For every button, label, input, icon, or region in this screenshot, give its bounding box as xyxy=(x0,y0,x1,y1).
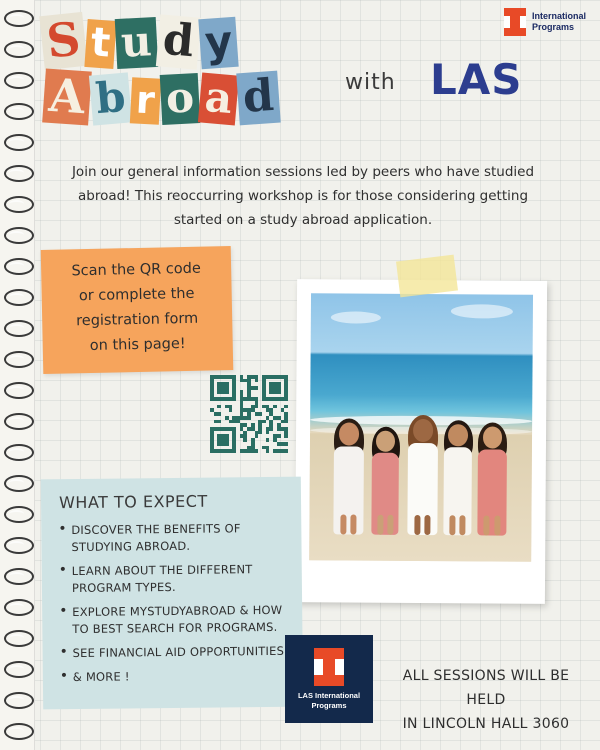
what-to-expect-heading: WHAT TO EXPECT xyxy=(58,491,208,513)
binding-ring xyxy=(4,351,34,368)
photo-person xyxy=(477,422,507,533)
title-letter: d xyxy=(236,71,280,126)
title-word-study xyxy=(42,11,362,69)
binding-ring xyxy=(4,599,34,616)
binding-ring xyxy=(4,475,34,492)
binding-ring xyxy=(4,103,34,120)
title-letter: b xyxy=(89,72,133,125)
photo-frame xyxy=(295,279,547,604)
binding-ring xyxy=(4,134,34,151)
binding-ring xyxy=(4,568,34,585)
bottom-logo-text xyxy=(298,691,360,711)
binding-ring xyxy=(4,692,34,709)
list-item: • EXPLORE MYSTUDYABROAD & HOW TO BEST SEARCH FOR PROGRAMS. xyxy=(72,602,288,638)
title-letter: d xyxy=(156,14,201,69)
photo-person xyxy=(407,415,438,533)
binding-ring xyxy=(4,41,34,58)
photo-person xyxy=(333,418,364,532)
binding-ring xyxy=(4,258,34,275)
binding-ring xyxy=(4,444,34,461)
qr-code-icon[interactable] xyxy=(210,375,288,453)
title-letter: u xyxy=(115,17,158,69)
binding-ring xyxy=(4,320,34,337)
binding-ring xyxy=(4,382,34,399)
title-letter: S xyxy=(39,12,88,70)
bottom-logo-line1: LAS International xyxy=(297,690,361,700)
intro-paragraph: Join our general information sessions led by peers who have studied abroad! This reoccurring workshop is for those considering getting started on a study abroad application. xyxy=(71,164,535,228)
binding-ring xyxy=(4,413,34,430)
binding-ring xyxy=(4,506,34,523)
binding-ring xyxy=(4,661,34,678)
binding-ring xyxy=(4,537,34,554)
binding-ring xyxy=(4,227,34,244)
bottom-logo-line2: Programs xyxy=(311,700,347,710)
top-logo-line1: International xyxy=(531,11,586,21)
binding-ring xyxy=(4,165,34,182)
poster-title xyxy=(42,11,362,125)
qr-callout xyxy=(41,246,234,374)
top-logo xyxy=(504,8,586,36)
cloud-shape xyxy=(451,304,513,318)
title-word-abroad xyxy=(44,67,362,125)
cloud-shape xyxy=(331,311,381,323)
qr-callout-line2: or complete the xyxy=(78,285,195,305)
title-las-word: LAS xyxy=(430,55,523,104)
qr-callout-line1: Scan the QR code xyxy=(71,260,201,280)
photo-person xyxy=(443,420,472,533)
top-logo-line2: Programs xyxy=(531,22,575,32)
title-with-word: with xyxy=(345,70,396,95)
binding-ring xyxy=(4,72,34,89)
binding-ring xyxy=(4,10,34,27)
top-logo-text xyxy=(532,11,586,33)
title-letter: r xyxy=(130,77,161,124)
title-letter: A xyxy=(42,68,91,125)
what-to-expect-list xyxy=(55,520,289,686)
group-photo-beach xyxy=(309,293,533,562)
location-line1: ALL SESSIONS WILL BE HELD xyxy=(402,668,570,708)
tape-strip xyxy=(396,255,458,298)
list-item: • DISCOVER THE BENEFITS OF STUDYING ABROAD. xyxy=(71,520,287,556)
title-letter: y xyxy=(198,17,239,69)
title-letter: a xyxy=(198,72,239,125)
qr-callout-line4: on this page! xyxy=(89,335,186,354)
photo-person xyxy=(371,427,399,533)
location-text xyxy=(386,664,586,736)
block-i-icon xyxy=(314,648,344,686)
what-to-expect-box xyxy=(41,477,303,710)
qr-callout-line3: registration form xyxy=(76,310,199,330)
binding-ring xyxy=(4,196,34,213)
binding-ring xyxy=(4,723,34,740)
binding-ring xyxy=(4,630,34,647)
binding-ring xyxy=(4,289,34,306)
location-line2: IN LINCOLN HALL 3060 xyxy=(402,716,570,732)
list-item: • & MORE ! xyxy=(73,667,289,686)
title-letter: t xyxy=(85,19,117,69)
list-item: • LEARN ABOUT THE DIFFERENT PROGRAM TYPES. xyxy=(72,561,288,597)
block-i-icon xyxy=(504,8,526,36)
bottom-logo xyxy=(285,635,373,723)
list-item: • SEE FINANCIAL AID OPPORTUNITIES xyxy=(73,643,289,662)
title-letter: o xyxy=(160,73,201,125)
